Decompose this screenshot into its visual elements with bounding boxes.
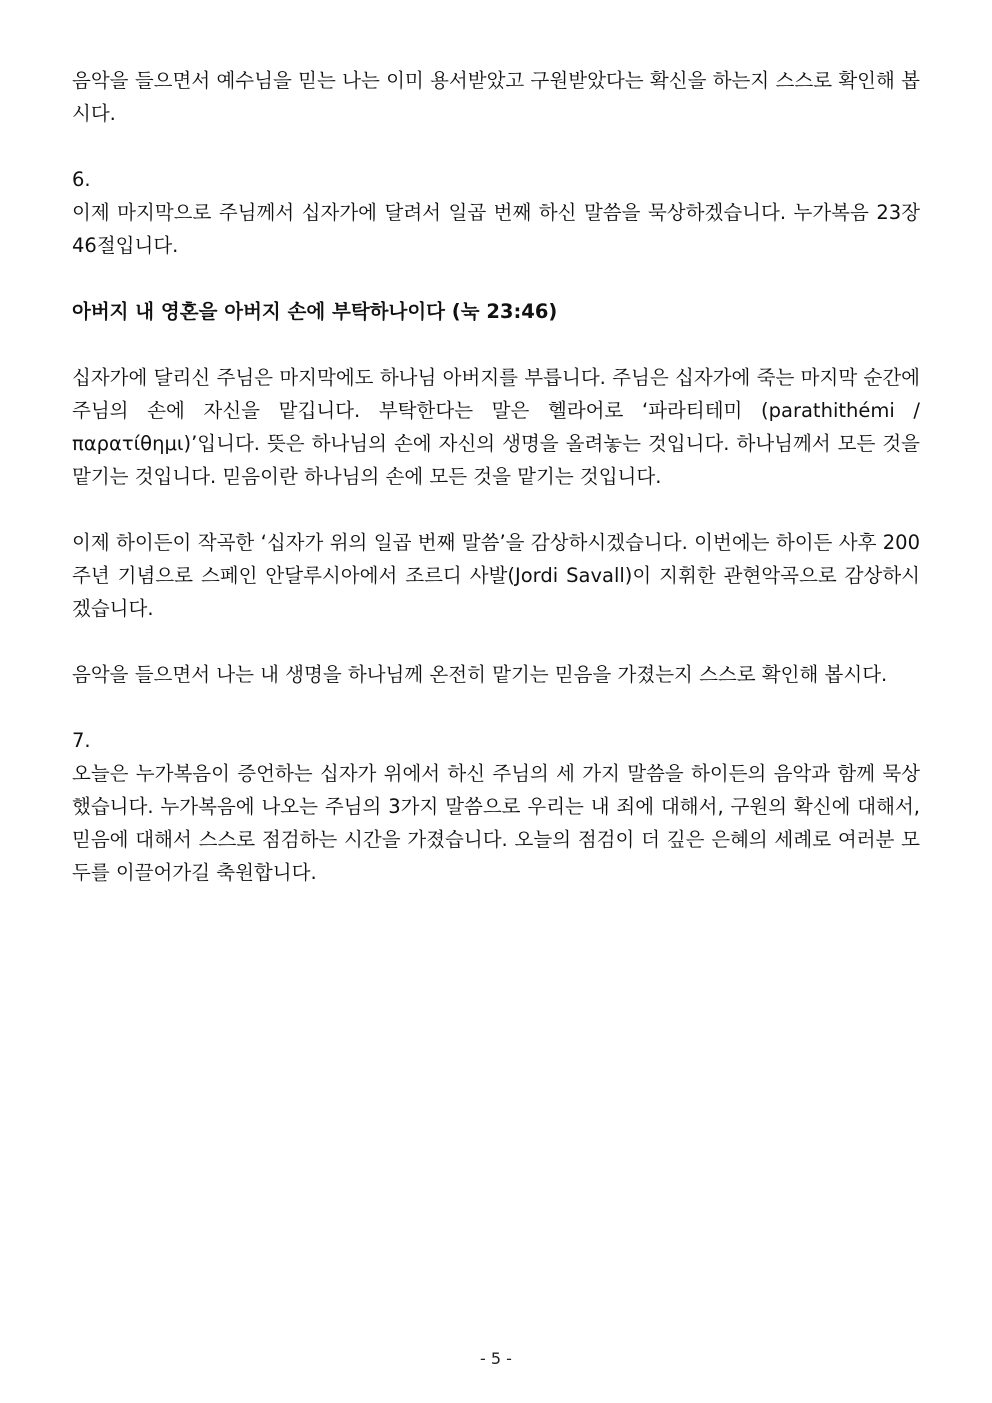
- document-page: [72, 64, 920, 889]
- paragraph-confirm-forgiveness: 음악을 들으면서 예수님을 믿는 나는 이미 용서받았고 구원받았다는 확신을 하는지 스스로 확인해 봅시다.: [72, 69, 920, 125]
- page-number: - 5 -: [480, 1349, 512, 1368]
- paragraph-reflection: 음악을 들으면서 나는 내 생명을 하나님께 온전히 맡기는 믿음을 가졌는지 스스로 확인해 봅시다.: [72, 663, 888, 686]
- paragraph-haydn-music: 이제 하이든이 작곡한 ‘십자가 위의 일곱 번째 말씀’을 감상하시겠습니다. 이번에는 하이든 사후 200주년 기념으로 스페인 안달루시아에서 조르디 사발(Jordi Savall)이 지휘한 관현악곡으로 감상하시겠습니다.: [72, 531, 920, 620]
- section-number-6: 6.: [72, 168, 91, 191]
- section-number-7: 7.: [72, 729, 91, 752]
- paragraph-paratithemi: 십자가에 달리신 주님은 마지막에도 하나님 아버지를 부릅니다. 주님은 십자가에 죽는 마지막 순간에 주님의 손에 자신을 맡깁니다. 부탁한다는 말은 헬라어로 ‘파라티테미 (parathithémi / παρατίθημι)’입니다. 뜻은 하나님의 손에 자신의 생명을 올려놓는 것입니다. 하나님께서 모든 것을 맡기는 것입니다. 믿음이란 하나님의 손에 모든 것을 맡기는 것입니다.: [72, 366, 920, 488]
- paragraph-conclusion: 오늘은 누가복음이 증언하는 십자가 위에서 하신 주님의 세 가지 말씀을 하이든의 음악과 함께 묵상했습니다. 누가복음에 나오는 주님의 3가지 말씀으로 우리는 내 죄에 대해서, 구원의 확신에 대해서, 믿음에 대해서 스스로 점검하는 시간을 가졌습니다. 오늘의 점검이 더 깊은 은혜의 세례로 여러분 모두를 이끌어가길 축원합니다.: [72, 762, 920, 884]
- scripture-heading: 아버지 내 영혼을 아버지 손에 부탁하나이다 (눅 23:46): [72, 300, 558, 323]
- paragraph-seventh-word-intro: 이제 마지막으로 주님께서 십자가에 달려서 일곱 번째 하신 말씀을 묵상하겠습니다. 누가복음 23장 46절입니다.: [72, 201, 920, 257]
